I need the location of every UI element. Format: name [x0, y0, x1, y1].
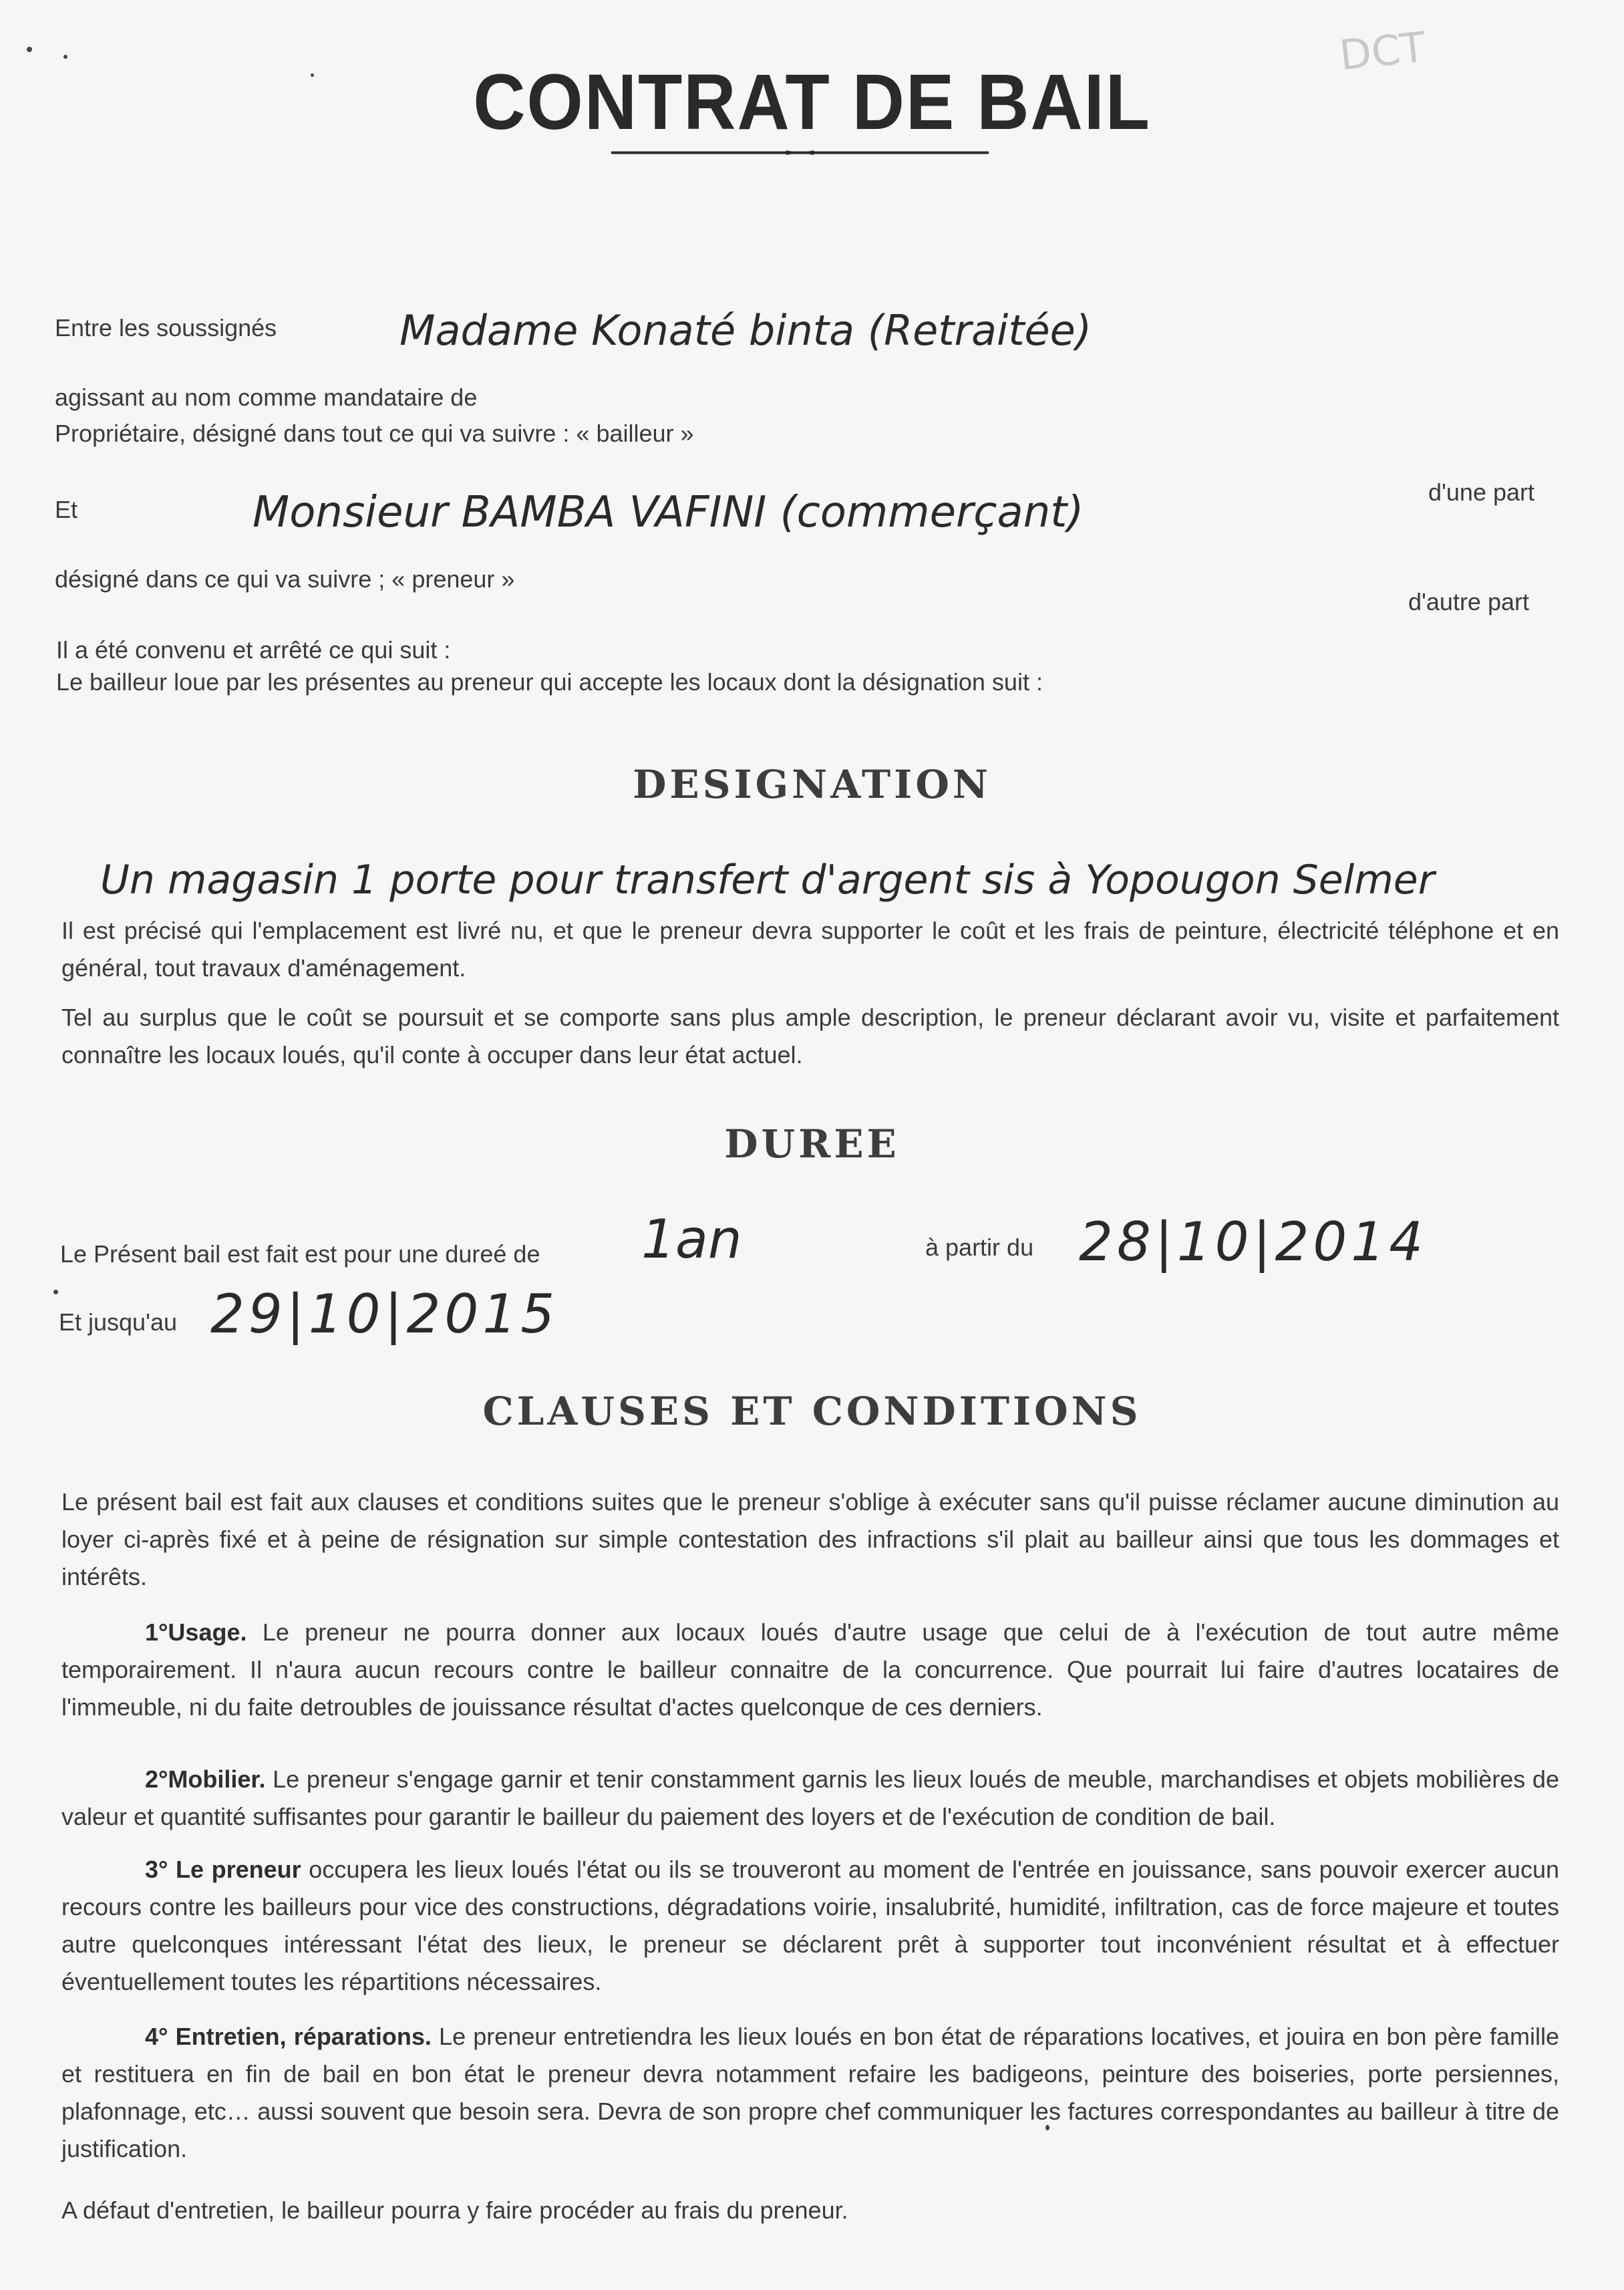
- corner-annotation: DCT: [1337, 22, 1428, 80]
- scan-speck: [53, 1290, 58, 1294]
- and-label: Et: [55, 496, 78, 523]
- between-label: Entre les soussignés: [55, 314, 277, 341]
- clause-usage: [61, 1614, 1559, 1726]
- start-date-label: à partir du: [925, 1234, 1034, 1261]
- designation-heading: DESIGNATION: [633, 762, 991, 807]
- clause-usage-text: Le preneur ne pourra donner aux locaux loués d'autre usage que celui de à l'exécution de tout autre même temporairement. Il n'aura aucun recours contre le bailleur connaitre de la concurrence. Que pourrait lui faire d'autres locataires de l'immeuble, ni du faite detroubles de jouissance résultat d'actes quelconque de ces derniers.: [61, 1618, 1559, 1721]
- duration-value-handwritten: 1an: [641, 1208, 742, 1270]
- end-date-handwritten: 29|10|2015: [210, 1283, 559, 1345]
- clause-entretien-text: Le preneur entretiendra les lieux loués en bon état de réparations locatives, et jouira en bon père famille et restituera en fin de bail en bon état le preneur devra notamment refaire les badigeons, peinture des boiseries, porte persiennes, plafonnage, etc… aussi souvent que besoin sera. Devra de son propre chef communiquer les factures correspondantes au bailleur à titre de justification.: [61, 2023, 1559, 2162]
- lessor-designation-line: Propriétaire, désigné dans tout ce qui va suivre : « bailleur »: [55, 420, 694, 447]
- scan-speck: [63, 55, 67, 59]
- scan-speck: [27, 47, 32, 52]
- lessee-designation-line: désigné dans ce qui va suivre ; « preneur »: [55, 565, 515, 593]
- closing-line: A défaut d'entretien, le bailleur pourra y faire procéder au frais du preneur.: [61, 2196, 848, 2224]
- scan-speck: [311, 74, 314, 77]
- clause-preneur-text: occupera les lieux loués l'état ou ils se trouveront au moment de l'entrée en jouissance, sans pouvoir exercer aucun recours contre les bailleurs pour vice des constructions, dégradations voirie, insalubrité, humidité, infiltration, cas de force majeure et toutes autre quelconques intéressant l'état des lieux, le preneur se déclarent prêt à supporter tout inconvénient résultat et à effectuer éventuellement toutes les répartitions nécessaires.: [61, 1856, 1559, 1995]
- lessee-name-handwritten: Monsieur BAMBA VAFINI (commerçant): [253, 488, 1084, 537]
- clause-usage-title: 1°Usage.: [145, 1618, 247, 1646]
- clause-entretien-title: 4° Entretien, réparations.: [145, 2023, 432, 2050]
- other-part-label: d'autre part: [1408, 588, 1529, 615]
- lessor-name-handwritten: Madame Konaté binta (Retraitée): [399, 306, 1092, 355]
- clauses-intro-paragraph: Le présent bail est fait aux clauses et conditions suites que le preneur s'oblige à exécuter sans qu'il puisse réclamer aucune diminution au loyer ci-après fixé et à peine de résignation sur simple contestation des infractions s'il plait au bailleur ainsi que tous les dommages et intérêts.: [61, 1488, 1559, 1590]
- clause-mobilier-title: 2°Mobilier.: [145, 1765, 266, 1793]
- duration-label: Le Présent bail est fait est pour une dureé de: [60, 1240, 540, 1268]
- one-part-label: d'une part: [1428, 478, 1534, 506]
- acting-as-agent-line: agissant au nom comme mandataire de: [55, 384, 478, 411]
- clause-preneur: [61, 1851, 1559, 2001]
- start-date-handwritten: 28|10|2014: [1079, 1211, 1428, 1273]
- clauses-heading: CLAUSES ET CONDITIONS: [482, 1389, 1142, 1434]
- designation-paragraph-2: Tel au surplus que le coût se poursuit et se comporte sans plus ample description, le preneur déclarant avoir vu, visite et parfaitement connaître les locaux loués, qu'il conte à occuper dans leur état actuel.: [61, 1004, 1559, 1068]
- scan-speck: [1045, 2125, 1049, 2130]
- rents-premises-line: Le bailleur loue par les présentes au preneur qui accepte les locaux dont la désignation suit :: [56, 668, 1043, 696]
- clause-entretien: [61, 2018, 1559, 2168]
- duree-heading: DUREE: [724, 1121, 900, 1167]
- title-rule-ornament: [611, 150, 989, 155]
- agreed-line: Il a été convenu et arrêté ce qui suit :: [56, 636, 451, 664]
- designation-paragraph-1: Il est précisé qui l'emplacement est livré nu, et que le preneur devra supporter le coût et les frais de peinture, électricité téléphone et en général, tout travaux d'aménagement.: [61, 917, 1559, 982]
- end-date-label: Et jusqu'au: [59, 1308, 177, 1336]
- premises-description-handwritten: Un magasin 1 porte pour transfert d'argent sis à Yopougon Selmer: [100, 857, 1435, 903]
- clause-mobilier-text: Le preneur s'engage garnir et tenir constamment garnis les lieux loués de meuble, marchandises et objets mobilières de valeur et quantité suffisantes pour garantir le bailleur du paiement des loyers et de l'exécution de condition de bail.: [61, 1765, 1559, 1830]
- clause-mobilier: [61, 1761, 1559, 1836]
- document-title: CONTRAT DE BAIL: [473, 58, 1151, 146]
- clause-preneur-title: 3° Le preneur: [145, 1856, 301, 1883]
